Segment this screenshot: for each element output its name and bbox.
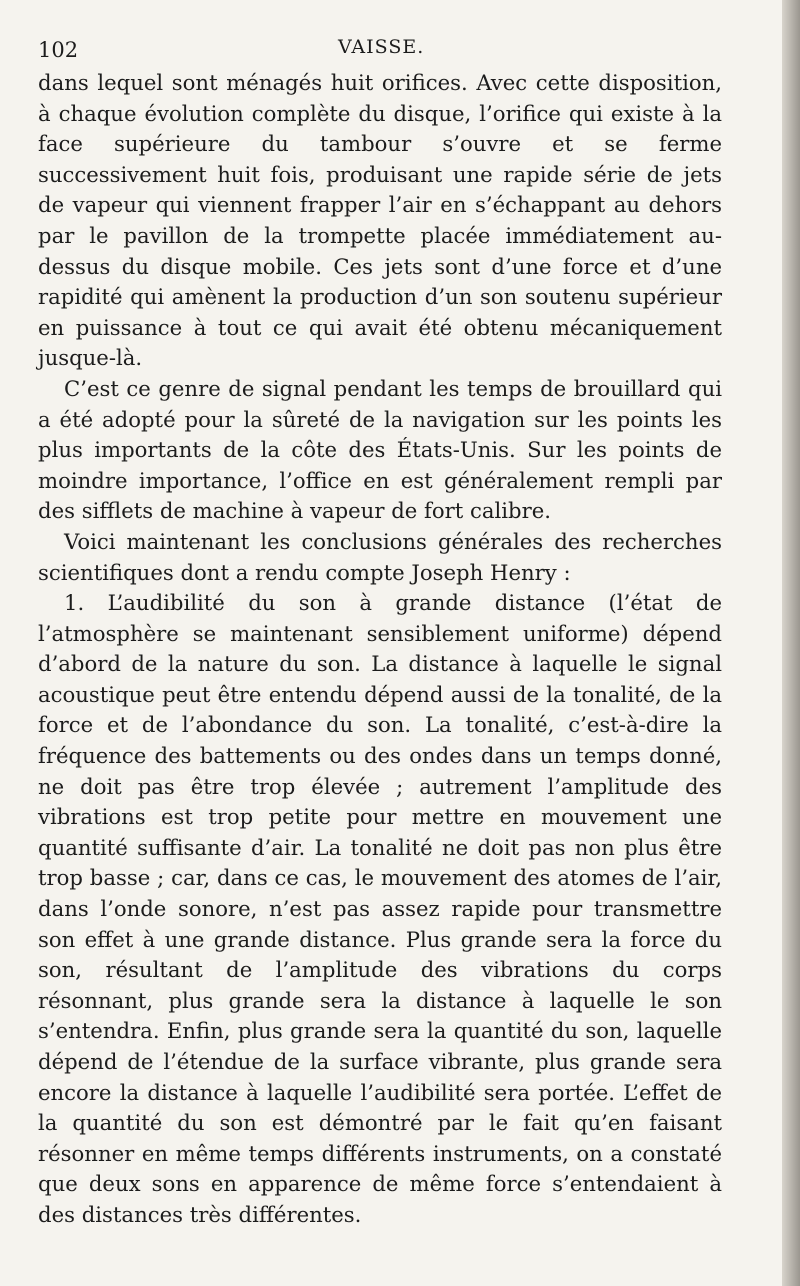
paragraph-continuation: dans lequel sont ménagés huit orifices. Avec cette disposition, à chaque évolution complète du disque, l’orifice qui existe à la face supérieure du tambour s’ouvre et se ferme successivement huit fois, produisant une rapide série de jets de vapeur qui viennent frapper l’air en s’échappant au dehors par le pavillon de la trompette placée immédiatement au-dessus du disque mobile. Ces jets sont d’une force et d’une rapidité qui amènent la production d’un son soutenu supérieur en puissance à tout ce qui avait été obtenu mécaniquement jusque-là. — [38, 70, 722, 371]
page-number: 102 — [38, 38, 79, 62]
paragraph-conclusion-1: 1. L’audibilité du son à grande distance (l’état de l’atmosphère se maintenant sensiblement uniforme) dépend d’abord de la nature du son. La distance à laquelle le signal acoustique peut être entendu dépend aussi de la tonalité, de la force et de l’abondance du son. La tonalité, c’est-à-dire la fréquence des battements ou des ondes dans un temps donné, ne doit pas être trop élevée ; autrement l’amplitude des vibrations est trop petite pour mettre en mouvement une quantité suffisante d’air. La tonalité ne doit pas non plus être trop basse ; car, dans ce cas, le mouvement des atomes de l’air, dans l’onde sonore, n’est pas assez rapide pour transmettre son effet à une grande distance. Plus grande sera la force du son, résultant de l’amplitude des vibrations du corps résonnant, plus grande sera la distance à laquelle le son s’entendra. Enfin, plus grande sera la quantité du son, laquelle dépend de l’étendue de la surface vibrante, plus grande sera encore la distance à laquelle l’audibilité sera portée. L’effet de la quantité du son est démontré par le fait qu’en faisant résonner en même temps différents instruments, on a constaté que deux sons en apparence de même force s’entendaient à des distances très différentes. — [38, 590, 722, 1227]
paragraph-fog-signal: C’est ce genre de signal pendant les temps de brouillard qui a été adopté pour la sûreté de la navigation sur les points les plus importants de la côte des États-Unis. Sur les points de moindre importance, l’office en est généralement rempli par des sifflets de machine à vapeur de fort calibre. — [38, 375, 722, 524]
running-head: VAISSE. — [338, 36, 425, 58]
paragraph-conclusions-intro: Voici maintenant les conclusions générales des recherches scientifiques dont a rendu compte Joseph Henry : — [38, 528, 722, 585]
body-text — [38, 68, 722, 1231]
page-header — [38, 36, 728, 64]
page-edge — [782, 0, 800, 1286]
